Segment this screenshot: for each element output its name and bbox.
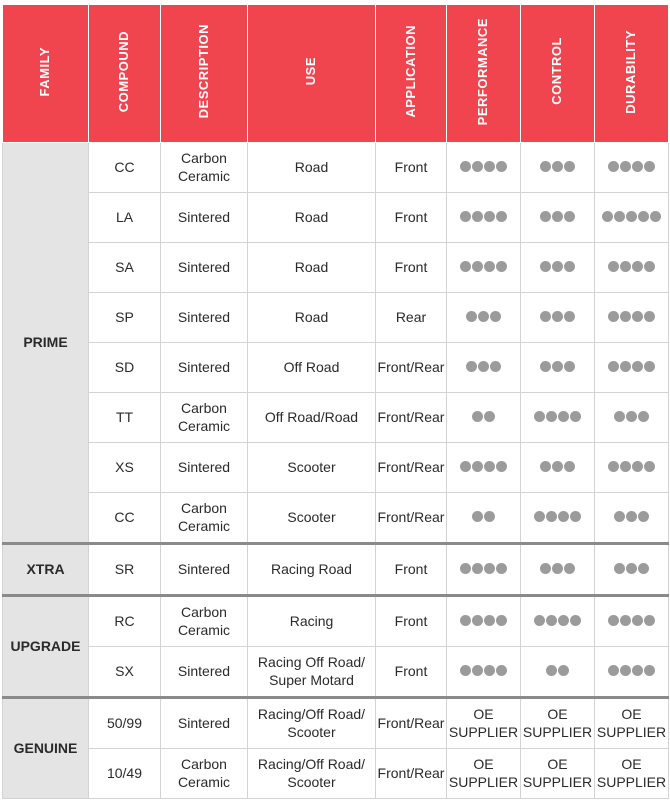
- rating-dot-icon: [564, 261, 575, 272]
- use-cell: Racing/Off Road/ Scooter: [248, 698, 376, 749]
- control-dots: [534, 615, 581, 626]
- performance-dots: [466, 311, 501, 322]
- control-rating: [521, 493, 595, 544]
- column-header-label: PERFORMANCE: [475, 17, 491, 126]
- rating-dot-icon: [552, 161, 563, 172]
- performance-rating: [447, 443, 521, 493]
- description-cell: Sintered: [161, 443, 248, 493]
- rating-dot-icon: [496, 665, 507, 676]
- rating-dot-icon: [608, 161, 619, 172]
- control-rating: [521, 544, 595, 596]
- description-cell: Carbon Ceramic: [161, 596, 248, 647]
- rating-dot-icon: [540, 261, 551, 272]
- rating-dot-icon: [496, 211, 507, 222]
- description-cell: Sintered: [161, 544, 248, 596]
- column-header-control: [521, 5, 595, 143]
- performance-dots: [460, 461, 507, 472]
- rating-dot-icon: [546, 665, 557, 676]
- durability-rating: [595, 647, 669, 698]
- control-dots: [540, 261, 575, 272]
- rating-dot-icon: [564, 211, 575, 222]
- family-cell: UPGRADE: [3, 596, 89, 698]
- control-dots: [540, 211, 575, 222]
- rating-dot-icon: [620, 161, 631, 172]
- rating-dot-icon: [614, 211, 625, 222]
- durability-rating: [595, 293, 669, 343]
- column-header-label: COMPOUND: [116, 30, 132, 113]
- use-cell: Road: [248, 143, 376, 193]
- control-dots: [540, 361, 575, 372]
- performance-rating: [447, 393, 521, 443]
- rating-dot-icon: [620, 615, 631, 626]
- rating-dot-icon: [632, 161, 643, 172]
- family-cell: PRIME: [3, 143, 89, 544]
- compound-cell: CC: [89, 493, 161, 544]
- rating-dot-icon: [564, 563, 575, 574]
- rating-dot-icon: [472, 511, 483, 522]
- control-rating: OE SUPPLIER: [521, 749, 595, 799]
- rating-dot-icon: [564, 161, 575, 172]
- compound-cell: 50/99: [89, 698, 161, 749]
- durability-dots: [608, 161, 655, 172]
- performance-rating: OE SUPPLIER: [447, 698, 521, 749]
- durability-dots: [608, 615, 655, 626]
- rating-dot-icon: [552, 261, 563, 272]
- description-cell: Sintered: [161, 343, 248, 393]
- application-cell: Front: [376, 647, 447, 698]
- rating-dot-icon: [620, 665, 631, 676]
- rating-dot-icon: [638, 411, 649, 422]
- rating-dot-icon: [460, 615, 471, 626]
- control-dots: [540, 161, 575, 172]
- rating-dot-icon: [496, 461, 507, 472]
- table-row: [3, 698, 669, 749]
- column-header-label: USE: [303, 57, 319, 86]
- description-cell: Sintered: [161, 293, 248, 343]
- durability-dots: [608, 665, 655, 676]
- rating-dot-icon: [608, 361, 619, 372]
- application-cell: Front/Rear: [376, 393, 447, 443]
- rating-dot-icon: [496, 615, 507, 626]
- column-header-use: [248, 5, 376, 143]
- control-dots: [534, 511, 581, 522]
- application-cell: Front: [376, 596, 447, 647]
- rating-dot-icon: [620, 461, 631, 472]
- rating-dot-icon: [552, 563, 563, 574]
- rating-dot-icon: [644, 361, 655, 372]
- rating-dot-icon: [602, 211, 613, 222]
- control-rating: [521, 647, 595, 698]
- column-header-label: APPLICATION: [402, 25, 418, 118]
- compound-cell: LA: [89, 193, 161, 243]
- rating-dot-icon: [484, 161, 495, 172]
- use-cell: Off Road: [248, 343, 376, 393]
- rating-dot-icon: [490, 311, 501, 322]
- rating-dot-icon: [472, 161, 483, 172]
- rating-dot-icon: [614, 411, 625, 422]
- compound-cell: 10/49: [89, 749, 161, 799]
- performance-rating: [447, 647, 521, 698]
- column-header-application: [376, 5, 447, 143]
- table-row: [3, 749, 669, 799]
- performance-dots: [460, 261, 507, 272]
- rating-dot-icon: [540, 563, 551, 574]
- rating-dot-icon: [632, 361, 643, 372]
- use-cell: Racing Road: [248, 544, 376, 596]
- table-row: [3, 343, 669, 393]
- durability-rating: [595, 343, 669, 393]
- compound-cell: SX: [89, 647, 161, 698]
- application-cell: Front: [376, 243, 447, 293]
- rating-dot-icon: [534, 615, 545, 626]
- header-row: [3, 5, 669, 143]
- performance-dots: [472, 511, 495, 522]
- control-dots: [534, 411, 581, 422]
- description-cell: Carbon Ceramic: [161, 749, 248, 799]
- performance-dots: [460, 665, 507, 676]
- compound-cell: SA: [89, 243, 161, 293]
- rating-dot-icon: [552, 211, 563, 222]
- rating-dot-icon: [466, 311, 477, 322]
- use-cell: Racing/Off Road/ Scooter: [248, 749, 376, 799]
- rating-dot-icon: [472, 211, 483, 222]
- rating-dot-icon: [546, 511, 557, 522]
- performance-rating: [447, 493, 521, 544]
- rating-dot-icon: [460, 261, 471, 272]
- rating-dot-icon: [620, 311, 631, 322]
- control-dots: [540, 311, 575, 322]
- rating-dot-icon: [570, 511, 581, 522]
- compound-cell: XS: [89, 443, 161, 493]
- durability-rating: OE SUPPLIER: [595, 749, 669, 799]
- rating-dot-icon: [490, 361, 501, 372]
- rating-dot-icon: [540, 161, 551, 172]
- control-dots: [540, 461, 575, 472]
- performance-rating: [447, 143, 521, 193]
- application-cell: Front: [376, 193, 447, 243]
- rating-dot-icon: [614, 563, 625, 574]
- use-cell: Road: [248, 243, 376, 293]
- performance-rating: [447, 293, 521, 343]
- control-rating: [521, 143, 595, 193]
- durability-dots: [608, 261, 655, 272]
- rating-dot-icon: [546, 411, 557, 422]
- rating-dot-icon: [484, 615, 495, 626]
- compound-cell: RC: [89, 596, 161, 647]
- rating-dot-icon: [558, 615, 569, 626]
- rating-dot-icon: [496, 161, 507, 172]
- table-row: [3, 393, 669, 443]
- control-rating: [521, 293, 595, 343]
- description-cell: Sintered: [161, 193, 248, 243]
- table-row: [3, 293, 669, 343]
- rating-dot-icon: [558, 511, 569, 522]
- durability-dots: [614, 511, 649, 522]
- column-header-label: DURABILITY: [623, 29, 639, 114]
- performance-dots: [466, 361, 501, 372]
- performance-dots: [460, 615, 507, 626]
- rating-dot-icon: [484, 211, 495, 222]
- rating-dot-icon: [638, 211, 649, 222]
- rating-dot-icon: [650, 211, 661, 222]
- durability-rating: [595, 193, 669, 243]
- performance-dots: [460, 161, 507, 172]
- rating-dot-icon: [644, 311, 655, 322]
- rating-dot-icon: [478, 311, 489, 322]
- use-cell: Racing Off Road/ Super Motard: [248, 647, 376, 698]
- rating-dot-icon: [552, 361, 563, 372]
- rating-dot-icon: [552, 461, 563, 472]
- performance-rating: [447, 596, 521, 647]
- rating-dot-icon: [484, 261, 495, 272]
- rating-dot-icon: [558, 665, 569, 676]
- durability-dots: [608, 361, 655, 372]
- compound-cell: SP: [89, 293, 161, 343]
- use-cell: Scooter: [248, 493, 376, 544]
- rating-dot-icon: [570, 615, 581, 626]
- rating-dot-icon: [472, 563, 483, 574]
- rating-dot-icon: [496, 261, 507, 272]
- control-dots: [540, 563, 575, 574]
- column-header-family: [3, 5, 89, 143]
- control-rating: [521, 193, 595, 243]
- rating-dot-icon: [472, 615, 483, 626]
- use-cell: Off Road/Road: [248, 393, 376, 443]
- application-cell: Front/Rear: [376, 443, 447, 493]
- durability-dots: [614, 563, 649, 574]
- control-rating: OE SUPPLIER: [521, 698, 595, 749]
- performance-rating: OE SUPPLIER: [447, 749, 521, 799]
- rating-dot-icon: [608, 615, 619, 626]
- rating-dot-icon: [608, 261, 619, 272]
- rating-dot-icon: [614, 511, 625, 522]
- rating-dot-icon: [632, 615, 643, 626]
- rating-dot-icon: [564, 311, 575, 322]
- column-header-performance: [447, 5, 521, 143]
- rating-dot-icon: [460, 211, 471, 222]
- durability-rating: [595, 393, 669, 443]
- rating-dot-icon: [632, 261, 643, 272]
- rating-dot-icon: [644, 261, 655, 272]
- family-cell: GENUINE: [3, 698, 89, 799]
- rating-dot-icon: [466, 361, 477, 372]
- rating-dot-icon: [638, 563, 649, 574]
- control-dots: [546, 665, 569, 676]
- column-header-durability: [595, 5, 669, 143]
- durability-dots: [608, 461, 655, 472]
- performance-dots: [472, 411, 495, 422]
- rating-dot-icon: [564, 461, 575, 472]
- rating-dot-icon: [472, 461, 483, 472]
- durability-rating: [595, 493, 669, 544]
- application-cell: Front: [376, 143, 447, 193]
- rating-dot-icon: [608, 665, 619, 676]
- application-cell: Front/Rear: [376, 749, 447, 799]
- use-cell: Racing: [248, 596, 376, 647]
- rating-dot-icon: [460, 161, 471, 172]
- use-cell: Road: [248, 293, 376, 343]
- rating-dot-icon: [552, 311, 563, 322]
- rating-dot-icon: [478, 361, 489, 372]
- rating-dot-icon: [540, 211, 551, 222]
- control-rating: [521, 243, 595, 293]
- compound-cell: TT: [89, 393, 161, 443]
- control-rating: [521, 443, 595, 493]
- rating-dot-icon: [626, 411, 637, 422]
- rating-dot-icon: [472, 665, 483, 676]
- rating-dot-icon: [620, 261, 631, 272]
- table-row: [3, 243, 669, 293]
- use-cell: Road: [248, 193, 376, 243]
- rating-dot-icon: [632, 665, 643, 676]
- rating-dot-icon: [570, 411, 581, 422]
- rating-dot-icon: [644, 461, 655, 472]
- performance-rating: [447, 343, 521, 393]
- rating-dot-icon: [608, 311, 619, 322]
- rating-dot-icon: [534, 411, 545, 422]
- rating-dot-icon: [484, 461, 495, 472]
- description-cell: Carbon Ceramic: [161, 393, 248, 443]
- rating-dot-icon: [484, 511, 495, 522]
- application-cell: Front/Rear: [376, 493, 447, 544]
- performance-rating: [447, 243, 521, 293]
- rating-dot-icon: [484, 665, 495, 676]
- durability-dots: [608, 311, 655, 322]
- durability-rating: [595, 596, 669, 647]
- rating-dot-icon: [484, 411, 495, 422]
- performance-rating: [447, 544, 521, 596]
- durability-rating: OE SUPPLIER: [595, 698, 669, 749]
- rating-dot-icon: [546, 615, 557, 626]
- performance-dots: [460, 211, 507, 222]
- durability-rating: [595, 544, 669, 596]
- column-header-label: CONTROL: [549, 37, 565, 106]
- family-cell: XTRA: [3, 544, 89, 596]
- table-row: [3, 647, 669, 698]
- control-rating: [521, 393, 595, 443]
- rating-dot-icon: [638, 511, 649, 522]
- application-cell: Front: [376, 544, 447, 596]
- rating-dot-icon: [608, 461, 619, 472]
- application-cell: Front/Rear: [376, 343, 447, 393]
- rating-dot-icon: [472, 261, 483, 272]
- durability-dots: [602, 211, 661, 222]
- durability-rating: [595, 443, 669, 493]
- rating-dot-icon: [626, 211, 637, 222]
- application-cell: Rear: [376, 293, 447, 343]
- column-header-label: DESCRIPTION: [195, 24, 211, 119]
- use-cell: Scooter: [248, 443, 376, 493]
- rating-dot-icon: [558, 411, 569, 422]
- description-cell: Sintered: [161, 647, 248, 698]
- application-cell: Front/Rear: [376, 698, 447, 749]
- durability-rating: [595, 243, 669, 293]
- table-row: [3, 443, 669, 493]
- description-cell: Carbon Ceramic: [161, 143, 248, 193]
- performance-dots: [460, 563, 507, 574]
- column-header-description: [161, 5, 248, 143]
- durability-rating: [595, 143, 669, 193]
- durability-dots: [614, 411, 649, 422]
- control-rating: [521, 343, 595, 393]
- compound-cell: SR: [89, 544, 161, 596]
- rating-dot-icon: [496, 563, 507, 574]
- rating-dot-icon: [460, 665, 471, 676]
- table-row: [3, 544, 669, 596]
- table-row: [3, 193, 669, 243]
- description-cell: Carbon Ceramic: [161, 493, 248, 544]
- table-row: [3, 493, 669, 544]
- rating-dot-icon: [626, 563, 637, 574]
- compound-cell: SD: [89, 343, 161, 393]
- rating-dot-icon: [534, 511, 545, 522]
- rating-dot-icon: [460, 461, 471, 472]
- table-row: [3, 143, 669, 193]
- rating-dot-icon: [644, 665, 655, 676]
- rating-dot-icon: [632, 461, 643, 472]
- rating-dot-icon: [540, 311, 551, 322]
- description-cell: Sintered: [161, 243, 248, 293]
- rating-dot-icon: [626, 511, 637, 522]
- rating-dot-icon: [644, 161, 655, 172]
- column-header-label: FAMILY: [37, 46, 53, 97]
- column-header-compound: [89, 5, 161, 143]
- rating-dot-icon: [472, 411, 483, 422]
- control-rating: [521, 596, 595, 647]
- performance-rating: [447, 193, 521, 243]
- description-cell: Sintered: [161, 698, 248, 749]
- rating-dot-icon: [540, 461, 551, 472]
- table-row: [3, 596, 669, 647]
- rating-dot-icon: [632, 311, 643, 322]
- table-body: [3, 143, 669, 799]
- rating-dot-icon: [564, 361, 575, 372]
- rating-dot-icon: [620, 361, 631, 372]
- brake-pad-compound-table: [2, 4, 669, 799]
- rating-dot-icon: [644, 615, 655, 626]
- rating-dot-icon: [540, 361, 551, 372]
- rating-dot-icon: [484, 563, 495, 574]
- compound-cell: CC: [89, 143, 161, 193]
- rating-dot-icon: [460, 563, 471, 574]
